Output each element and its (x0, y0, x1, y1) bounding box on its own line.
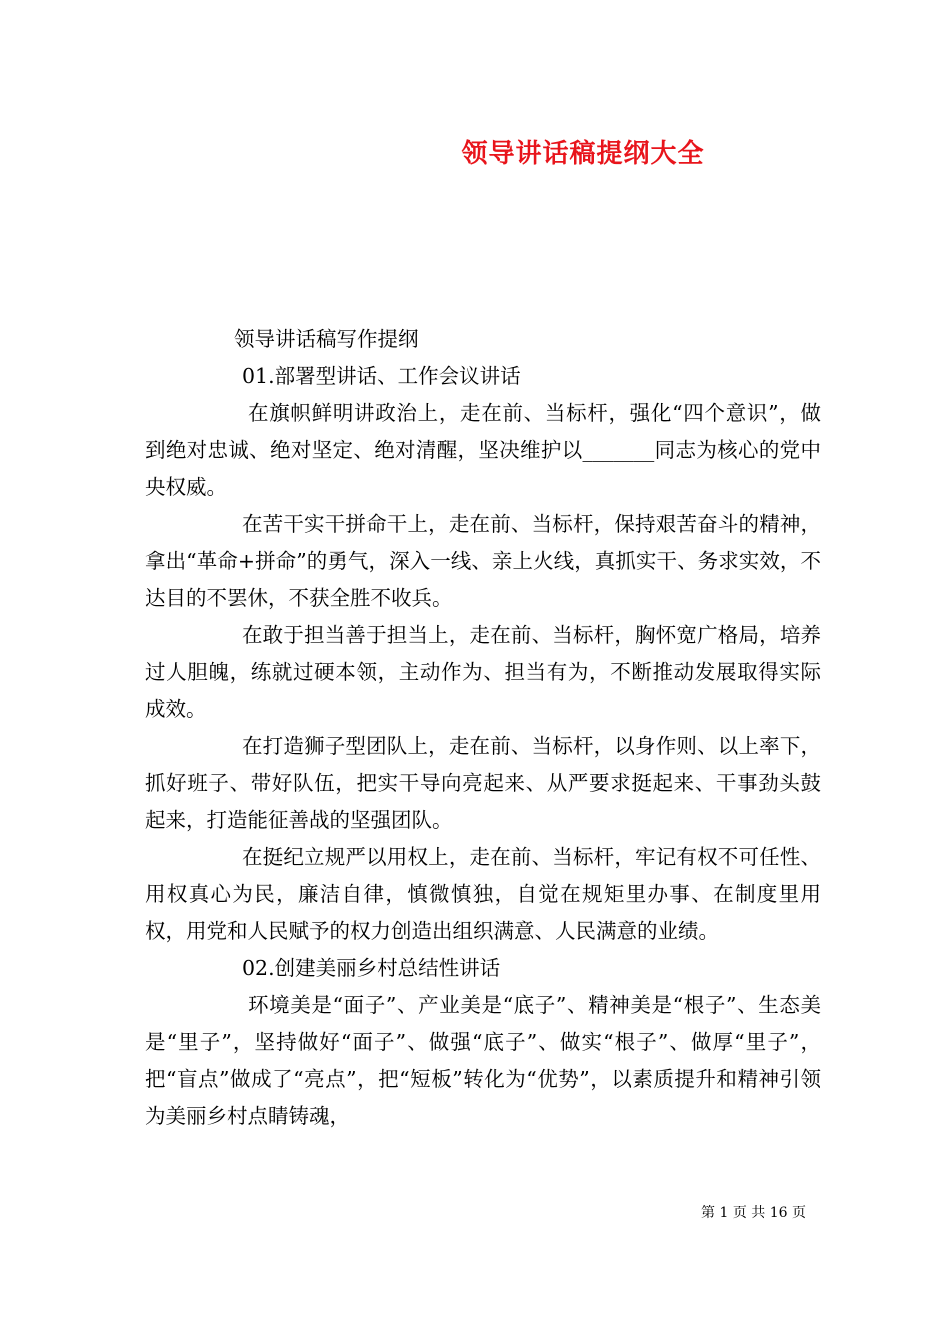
paragraph: 在打造狮子型团队上，走在前、当标杆，以身作则、以上率下，抓好班子、带好队伍，把实干导向亮起来、从严要求挺起来、干事劲头鼓起来，打造能征善战的坚强团队。 (145, 734, 821, 832)
paragraph: 在挺纪立规严以用权上，走在前、当标杆，牢记有权不可任性、用权真心为民，廉洁自律，慎微慎独，自觉在规矩里办事、在制度里用权，用党和人民赋予的权力创造出组织满意、人民满意的业绩。 (145, 845, 821, 943)
page-number: 第 1 页 共 16 页 (701, 1205, 806, 1221)
paragraph: 在敢于担当善于担当上，走在前、当标杆，胸怀宽广格局，培养过人胆魄，练就过硬本领，主动作为、担当有为，不断推动发展取得实际成效。 (145, 623, 821, 721)
section-heading-01: 01.部署型讲话、工作会议讲话 (242, 364, 521, 388)
document-body (145, 321, 821, 1135)
document-subtitle: 领导讲话稿写作提纲 (234, 327, 419, 351)
section-heading-02: 02.创建美丽乡村总结性讲话 (242, 956, 501, 980)
page-title: 领导讲话稿提纲大全 (461, 139, 705, 169)
paragraph: 环境美是“面子”、产业美是“底子”、精神美是“根子”、生态美是“里子”，坚持做好“面子”、做强“底子”、做实“根子”、做厚“里子”，把“盲点”做成了“亮点”，把“短板”转化为“优势”，以素质提升和精神引领为美丽乡村点睛铸魂， (145, 993, 821, 1128)
paragraph: 在苦干实干拼命干上，走在前、当标杆，保持艰苦奋斗的精神，拿出“革命+拼命”的勇气，深入一线、亲上火线，真抓实干、务求实效，不达目的不罢休，不获全胜不收兵。 (145, 512, 821, 610)
paragraph: 在旗帜鲜明讲政治上，走在前、当标杆，强化“四个意识”，做到绝对忠诚、绝对坚定、绝对清醒，坚决维护以_______同志为核心的党中央权威。 (145, 401, 821, 499)
